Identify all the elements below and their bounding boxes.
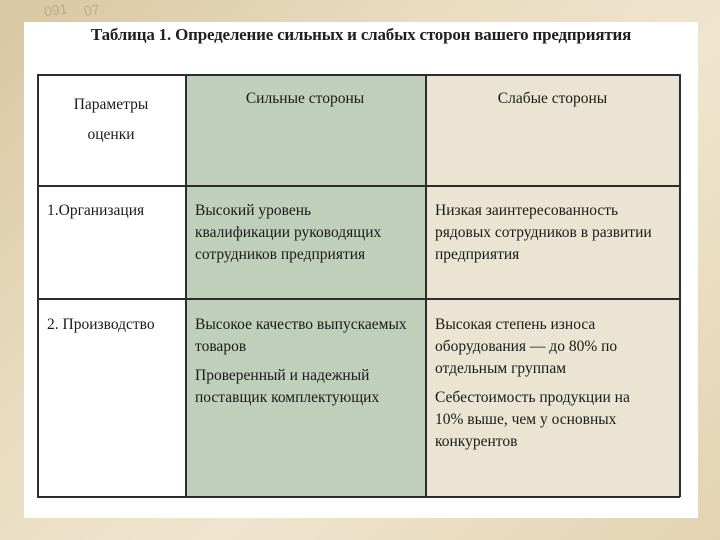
cell-line: Высокое качество выпускаемых xyxy=(195,316,407,333)
table-title: Таблица 1. Определение сильных и слабых сторон вашего предприятия xyxy=(90,25,632,44)
header-parameters-line: Параметры xyxy=(73,96,149,113)
cell-line: поставщик комплектующих xyxy=(195,389,380,406)
cell-line: Высокий уровень xyxy=(195,202,312,219)
cell-line: сотрудников предприятия xyxy=(195,246,366,263)
background-mark: 07 xyxy=(82,0,101,20)
cell-line: отдельным группам xyxy=(435,360,567,377)
weakness-item xyxy=(435,387,675,453)
column-divider xyxy=(425,74,427,497)
table-border-right xyxy=(679,74,681,497)
column-divider xyxy=(185,74,187,497)
strengths-column-background xyxy=(185,74,425,497)
header-parameters xyxy=(37,90,185,150)
table-border-top xyxy=(37,74,680,76)
row-parameter: 2. Производство xyxy=(47,316,155,333)
weakness-item xyxy=(435,314,675,380)
header-weaknesses: Слабые стороны xyxy=(497,90,608,107)
weaknesses-cell xyxy=(435,314,675,453)
swot-table xyxy=(37,74,680,497)
strength-item xyxy=(195,365,421,409)
header-strengths: Сильные стороны xyxy=(245,90,365,107)
row-divider xyxy=(37,298,680,300)
cell-line: 10% выше, чем у основных xyxy=(435,411,617,428)
table-border-bottom xyxy=(37,496,680,498)
strengths-cell xyxy=(195,314,421,409)
weaknesses-cell xyxy=(435,200,675,266)
strength-item xyxy=(195,314,421,358)
strengths-cell xyxy=(195,200,421,266)
cell-line: квалификации руководящих xyxy=(195,224,382,241)
header-parameters-line: оценки xyxy=(87,126,135,143)
cell-line: конкурентов xyxy=(435,433,518,450)
cell-line: Низкая заинтересованность xyxy=(435,202,619,219)
cell-line: рядовых сотрудников в развитии xyxy=(435,224,652,241)
cell-line: оборудования — до 80% по xyxy=(435,338,618,355)
weakness-item xyxy=(435,200,675,266)
cell-line: Проверенный и надежный xyxy=(195,367,370,384)
background-mark: 091 xyxy=(43,0,69,20)
row-divider xyxy=(37,185,680,187)
cell-line: Высокая степень износа xyxy=(435,316,596,333)
document-sheet xyxy=(24,22,698,518)
cell-line: предприятия xyxy=(435,246,520,263)
cell-line: товаров xyxy=(195,338,247,355)
cell-line: Себестоимость продукции на xyxy=(435,389,630,406)
strength-item xyxy=(195,200,421,266)
row-parameter: 1.Организация xyxy=(47,202,145,219)
